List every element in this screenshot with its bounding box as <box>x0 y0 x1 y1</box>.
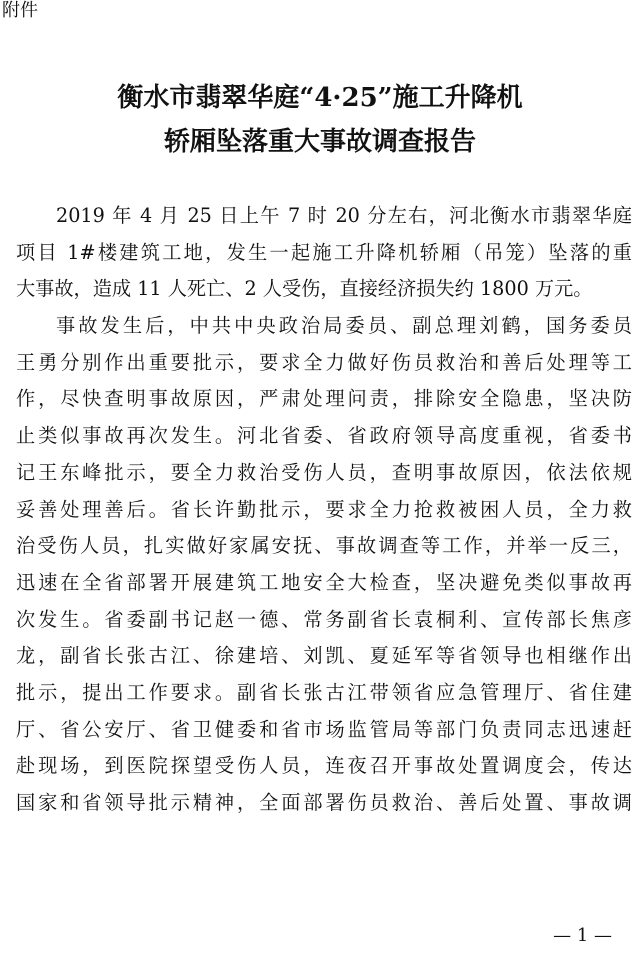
body-line: 2019 年 4 月 25 日上午 7 时 20 分左右，河北衡水市翡翠华庭 <box>56 204 632 227</box>
report-body <box>16 198 632 822</box>
title-line: 轿厢坠落重大事故调查报告 <box>163 127 476 157</box>
title-line: 衡水市翡翠华庭“4·25”施工升降机 <box>117 83 523 113</box>
body-line: 项目 1#楼建筑工地，发生一起施工升降机轿厢（吊笼）坠落的重 <box>16 240 632 264</box>
page-number: — 1 — <box>553 925 612 946</box>
body-line: 王勇分别作出重要批示，要求全力做好伤员救治和善后处理等工 <box>16 350 632 374</box>
body-line: 记王东峰批示，要全力救治受伤人员，查明事故原因，依法依规 <box>16 460 632 484</box>
body-line: 妥善处理善后。省长许勤批示，要求全力抢救被困人员，全力救 <box>16 497 632 521</box>
body-line: 厅、省公安厅、省卫健委和省市场监管局等部门负责同志迅速赶 <box>16 717 632 741</box>
body-line: 止类似事故再次发生。河北省委、省政府领导高度重视，省委书 <box>16 424 632 448</box>
body-line: 龙，副省长张古江、徐建培、刘凯、夏延军等省领导也相继作出 <box>16 644 632 668</box>
body-line: 治受伤人员，扎实做好家属安抚、事故调查等工作，并举一反三， <box>16 534 632 558</box>
report-title <box>0 76 640 164</box>
attachment-label: 附件 <box>2 0 38 21</box>
body-line: 国家和省领导批示精神，全面部署伤员救治、善后处置、事故调 <box>16 791 632 814</box>
body-line: 迅速在全省部署开展建筑工地安全大检查，坚决避免类似事故再 <box>16 570 632 594</box>
body-line: 赴现场，到医院探望受伤人员，连夜召开事故处置调度会，传达 <box>16 754 632 778</box>
body-line: 次发生。省委副书记赵一德、常务副省长袁桐利、宣传部长焦彦 <box>16 607 632 631</box>
body-line: 大事故，造成 11 人死亡、2 人受伤，直接经济损失约 1800 万元。 <box>16 277 593 301</box>
body-line: 作，尽快查明事故原因，严肃处理问责，排除安全隐患，坚决防 <box>16 387 632 411</box>
body-line: 事故发生后，中共中央政治局委员、副总理刘鹤，国务委员 <box>56 314 632 338</box>
body-line: 批示，提出工作要求。副省长张古江带领省应急管理厅、省住建 <box>16 680 632 704</box>
